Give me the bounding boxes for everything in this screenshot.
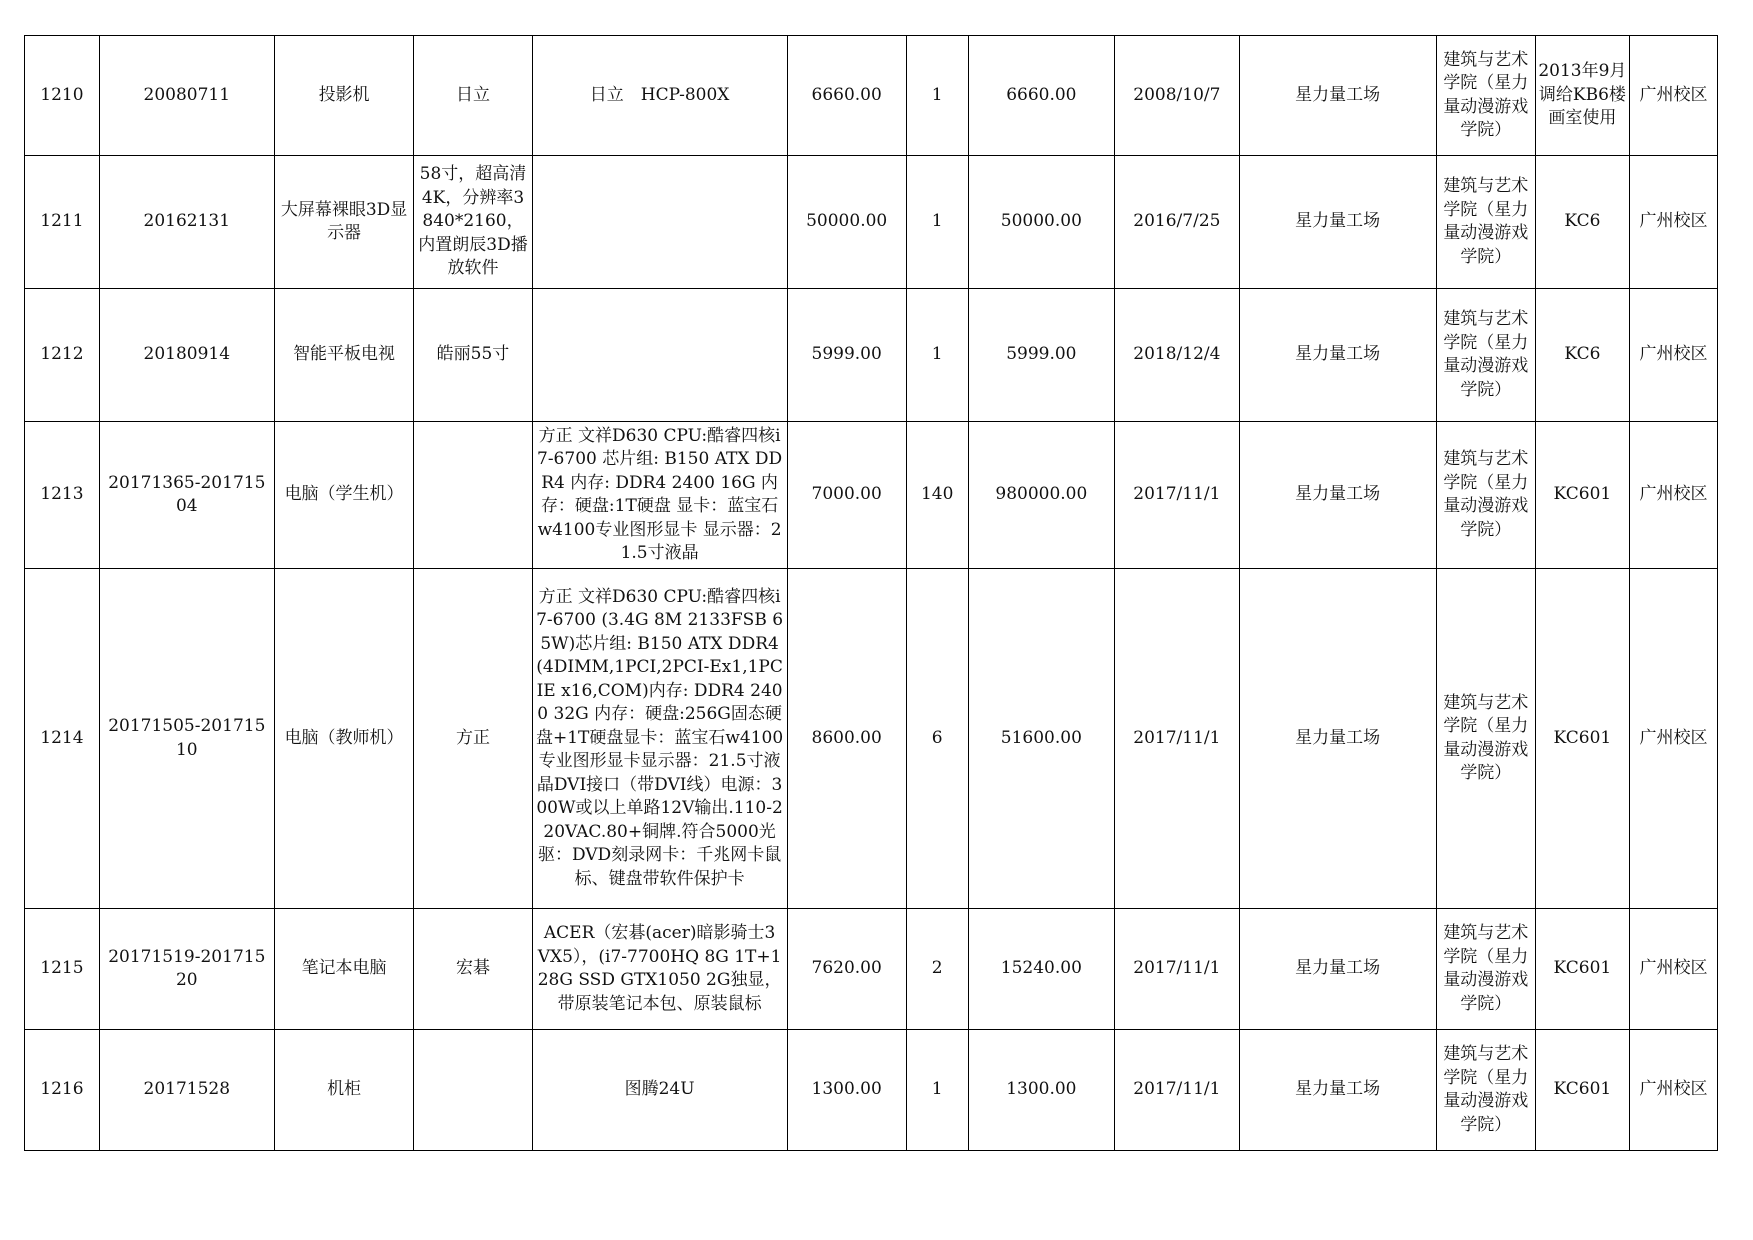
asset-table: [24, 35, 1718, 1151]
table-row: [25, 156, 1718, 289]
index-cell: 1212: [25, 289, 100, 422]
spec-cell: 方正 文祥D630 CPU:酷睿四核i7-6700 芯片组: B150 ATX DDR4 内存: DDR4 2400 16G 内存：硬盘:1T硬盘 显卡：蓝宝石w4100专业图形显卡 显示器：21.5寸液晶: [532, 422, 787, 569]
location-cell: 星力量工场: [1239, 909, 1436, 1030]
index-cell: 1210: [25, 36, 100, 156]
department-cell: 建筑与艺术学院（星力量动漫游戏学院）: [1436, 909, 1535, 1030]
department-cell: 建筑与艺术学院（星力量动漫游戏学院）: [1436, 1030, 1535, 1151]
quantity-cell: 2: [906, 909, 968, 1030]
asset-number-cell: 20171365-20171504: [99, 422, 274, 569]
spec-cell: 图腾24U: [532, 1030, 787, 1151]
purchase-date-cell: 2018/12/4: [1115, 289, 1239, 422]
room-cell: 2013年9月调给KB6楼画室使用: [1535, 36, 1629, 156]
item-name-cell: 大屏幕裸眼3D显示器: [274, 156, 414, 289]
room-cell: KC6: [1535, 289, 1629, 422]
spec-cell: [532, 156, 787, 289]
location-cell: 星力量工场: [1239, 36, 1436, 156]
campus-cell: 广州校区: [1629, 36, 1717, 156]
unit-price-cell: 8600.00: [787, 569, 906, 909]
brand-cell: 58寸，超高清4K，分辨率3840*2160，内置朗辰3D播放软件: [414, 156, 532, 289]
item-name-cell: 投影机: [274, 36, 414, 156]
item-name-cell: 电脑（学生机）: [274, 422, 414, 569]
amount-cell: 5999.00: [968, 289, 1115, 422]
table-row: [25, 909, 1718, 1030]
spec-cell: ACER（宏碁(acer)暗影骑士3 VX5），(i7-7700HQ 8G 1T+128G SSD GTX1050 2G独显，带原装笔记本包、原装鼠标: [532, 909, 787, 1030]
unit-price-cell: 50000.00: [787, 156, 906, 289]
asset-number-cell: 20171505-20171510: [99, 569, 274, 909]
amount-cell: 50000.00: [968, 156, 1115, 289]
unit-price-cell: 6660.00: [787, 36, 906, 156]
quantity-cell: 1: [906, 289, 968, 422]
location-cell: 星力量工场: [1239, 569, 1436, 909]
room-cell: KC601: [1535, 569, 1629, 909]
table-row: [25, 1030, 1718, 1151]
amount-cell: 51600.00: [968, 569, 1115, 909]
brand-cell: [414, 1030, 532, 1151]
purchase-date-cell: 2017/11/1: [1115, 569, 1239, 909]
amount-cell: 1300.00: [968, 1030, 1115, 1151]
index-cell: 1215: [25, 909, 100, 1030]
table-row: [25, 289, 1718, 422]
location-cell: 星力量工场: [1239, 289, 1436, 422]
location-cell: 星力量工场: [1239, 156, 1436, 289]
department-cell: 建筑与艺术学院（星力量动漫游戏学院）: [1436, 36, 1535, 156]
department-cell: 建筑与艺术学院（星力量动漫游戏学院）: [1436, 569, 1535, 909]
location-cell: 星力量工场: [1239, 422, 1436, 569]
spec-cell: [532, 289, 787, 422]
brand-cell: 方正: [414, 569, 532, 909]
table-row: [25, 569, 1718, 909]
asset-number-cell: 20162131: [99, 156, 274, 289]
location-cell: 星力量工场: [1239, 1030, 1436, 1151]
item-name-cell: 机柜: [274, 1030, 414, 1151]
campus-cell: 广州校区: [1629, 156, 1717, 289]
department-cell: 建筑与艺术学院（星力量动漫游戏学院）: [1436, 422, 1535, 569]
unit-price-cell: 1300.00: [787, 1030, 906, 1151]
unit-price-cell: 7620.00: [787, 909, 906, 1030]
campus-cell: 广州校区: [1629, 422, 1717, 569]
quantity-cell: 140: [906, 422, 968, 569]
campus-cell: 广州校区: [1629, 1030, 1717, 1151]
amount-cell: 980000.00: [968, 422, 1115, 569]
brand-cell: 宏碁: [414, 909, 532, 1030]
amount-cell: 15240.00: [968, 909, 1115, 1030]
purchase-date-cell: 2008/10/7: [1115, 36, 1239, 156]
item-name-cell: 智能平板电视: [274, 289, 414, 422]
room-cell: KC601: [1535, 1030, 1629, 1151]
table-row: [25, 422, 1718, 569]
department-cell: 建筑与艺术学院（星力量动漫游戏学院）: [1436, 156, 1535, 289]
table-row: [25, 36, 1718, 156]
unit-price-cell: 7000.00: [787, 422, 906, 569]
asset-number-cell: 20171528: [99, 1030, 274, 1151]
purchase-date-cell: 2017/11/1: [1115, 909, 1239, 1030]
spec-cell: 日立 HCP-800X: [532, 36, 787, 156]
amount-cell: 6660.00: [968, 36, 1115, 156]
unit-price-cell: 5999.00: [787, 289, 906, 422]
brand-cell: [414, 422, 532, 569]
campus-cell: 广州校区: [1629, 569, 1717, 909]
quantity-cell: 1: [906, 36, 968, 156]
room-cell: KC6: [1535, 156, 1629, 289]
quantity-cell: 6: [906, 569, 968, 909]
room-cell: KC601: [1535, 422, 1629, 569]
spec-cell: 方正 文祥D630 CPU:酷睿四核i7-6700 (3.4G 8M 2133FSB 65W)芯片组: B150 ATX DDR4(4DIMM,1PCI,2PCI-Ex1,1PCIE x16,COM)内存: DDR4 2400 32G 内存：硬盘:256G固态硬盘+1T硬盘显卡：蓝宝石w4100专业图形显卡显示器：21.5寸液晶DVI接口（带DVI线）电源：300W或以上单路12V输出.110-220VAC.80+铜牌.符合5000光驱：DVD刻录网卡：千兆网卡鼠标、键盘带软件保护卡: [532, 569, 787, 909]
brand-cell: 日立: [414, 36, 532, 156]
brand-cell: 皓丽55寸: [414, 289, 532, 422]
campus-cell: 广州校区: [1629, 289, 1717, 422]
quantity-cell: 1: [906, 1030, 968, 1151]
item-name-cell: 电脑（教师机）: [274, 569, 414, 909]
asset-number-cell: 20180914: [99, 289, 274, 422]
index-cell: 1211: [25, 156, 100, 289]
index-cell: 1214: [25, 569, 100, 909]
asset-number-cell: 20080711: [99, 36, 274, 156]
item-name-cell: 笔记本电脑: [274, 909, 414, 1030]
purchase-date-cell: 2017/11/1: [1115, 1030, 1239, 1151]
index-cell: 1213: [25, 422, 100, 569]
room-cell: KC601: [1535, 909, 1629, 1030]
index-cell: 1216: [25, 1030, 100, 1151]
quantity-cell: 1: [906, 156, 968, 289]
purchase-date-cell: 2017/11/1: [1115, 422, 1239, 569]
department-cell: 建筑与艺术学院（星力量动漫游戏学院）: [1436, 289, 1535, 422]
asset-number-cell: 20171519-20171520: [99, 909, 274, 1030]
purchase-date-cell: 2016/7/25: [1115, 156, 1239, 289]
campus-cell: 广州校区: [1629, 909, 1717, 1030]
